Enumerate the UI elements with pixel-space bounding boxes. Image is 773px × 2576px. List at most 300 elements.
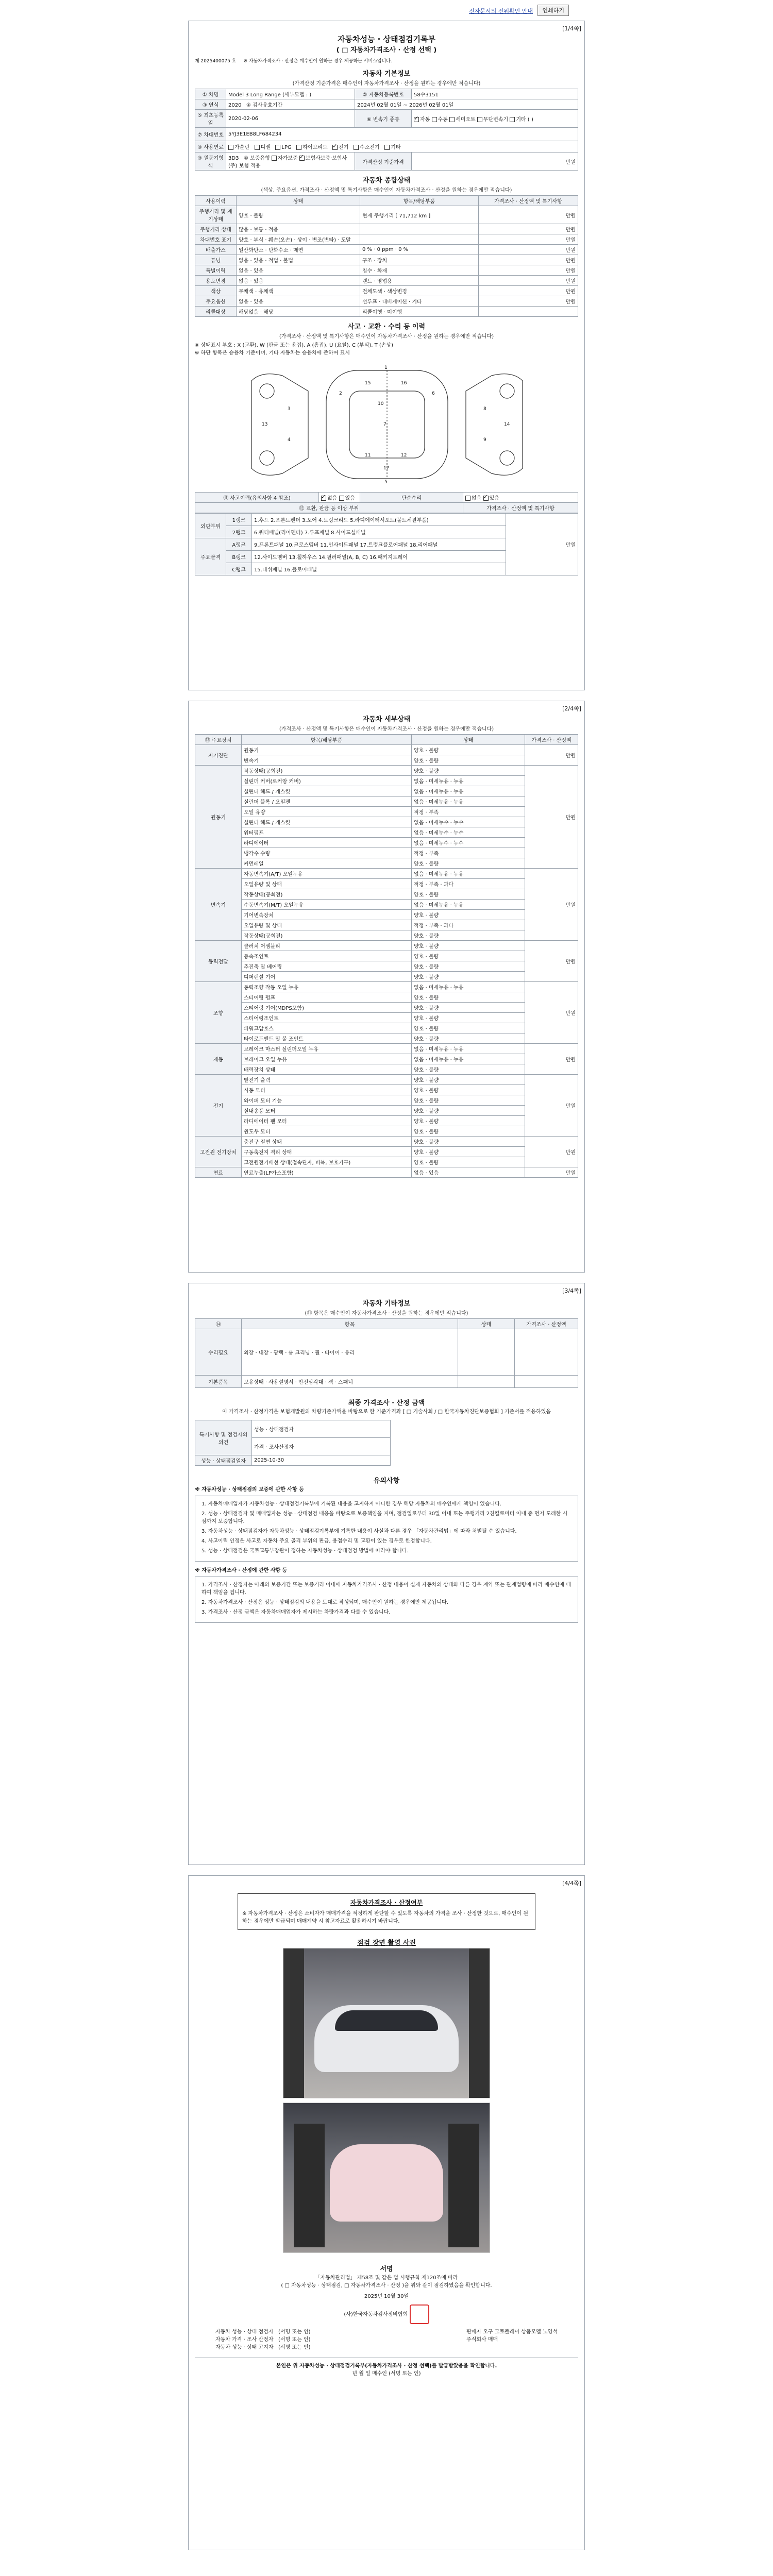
detail-item: 라디에이터 팬 모터 bbox=[242, 1116, 412, 1126]
accident-sub: (가격조사 · 산정액 및 특기사항은 매수인이 자동차가격조사 · 산정을 원하는 경우에만 적습니다) bbox=[279, 334, 494, 340]
detail-row bbox=[195, 1116, 578, 1126]
detail-state: 양호 · 불량 bbox=[412, 1075, 525, 1085]
inspection-photo-2 bbox=[283, 2103, 490, 2253]
detail-state: 양호 · 불량 bbox=[412, 951, 525, 961]
detail-row bbox=[195, 910, 578, 920]
detail-row bbox=[195, 848, 578, 858]
status-state: 없음 · 있음 bbox=[237, 296, 360, 307]
trans-opt-etc: 기타 ( ) bbox=[516, 116, 533, 123]
accident-title: 사고 · 교환 · 수리 등 이력 bbox=[347, 323, 426, 331]
status-state: 많음 · 보통 · 적음 bbox=[237, 224, 360, 234]
detail-row bbox=[195, 1033, 578, 1044]
status-unit: 만원 bbox=[479, 296, 578, 307]
detail-state: 양호 · 불량 bbox=[412, 755, 525, 766]
status-title: 자동차 종합상태 bbox=[362, 177, 411, 184]
detail-item: 브레이크 오일 누유 bbox=[242, 1054, 412, 1064]
arank: A랭크 bbox=[226, 538, 252, 551]
status-label: 주행거리 상태 bbox=[195, 224, 237, 234]
trans-checkbox-semi[interactable] bbox=[449, 117, 455, 122]
fuel-opt: 디젤 bbox=[260, 145, 271, 150]
detail-item: 구동축전지 격리 상태 bbox=[242, 1147, 412, 1157]
trans-opt-auto: 자동 bbox=[420, 116, 430, 123]
status-state: 없음 · 있음 · 적법 · 불법 bbox=[237, 255, 360, 265]
detail-price-unit: 만원 bbox=[525, 766, 578, 869]
detail-state: 양호 · 불량 bbox=[412, 1003, 525, 1013]
detail-item: 충전구 절연 상태 bbox=[242, 1137, 412, 1147]
detail-state: 없음 · 미세누유 · 누유 bbox=[412, 900, 525, 910]
exchange-price-head: 가격조사 · 산정액 및 특기사항 bbox=[463, 503, 578, 513]
car-name: Model 3 Long Range bbox=[228, 92, 281, 98]
detail-item: 오일유량 및 상태 bbox=[242, 879, 412, 889]
status-state: 양호 · 불량 bbox=[237, 206, 360, 224]
detail-state: 없음 · 미세누유 · 누유 bbox=[412, 796, 525, 807]
basic-items: 보유상태 · 사용설명서 · 안전삼각대 · 잭 · 스패너 bbox=[242, 1376, 458, 1388]
detail-row bbox=[195, 1023, 578, 1033]
detail-state: 양호 · 불량 bbox=[412, 745, 525, 755]
fuel-label: ⑧ 사용연료 bbox=[195, 141, 226, 152]
detail-state: 없음 · 미세누유 · 누유 bbox=[412, 1054, 525, 1064]
warranty-period: 2024년 02월 01일 ~ 2026년 02월 01일 bbox=[355, 99, 578, 110]
detail-item: 작동상태(공회전) bbox=[242, 930, 412, 941]
detail-row bbox=[195, 817, 578, 827]
detail-state: 없음 · 미세누유 · 누유 bbox=[412, 1044, 525, 1054]
detail-state: 적정 · 부족 · 과다 bbox=[412, 920, 525, 930]
fuel-checkbox[interactable] bbox=[296, 145, 301, 150]
rank2: 2랭크 bbox=[226, 526, 252, 538]
sign-text-1: 「자동차관리법」 제58조 및 같은 법 시행규칙 제120조에 따라 bbox=[315, 2275, 458, 2281]
part-label: 4 bbox=[288, 437, 291, 443]
inspection-photo-1 bbox=[283, 1948, 490, 2098]
print-button[interactable]: 인쇄하기 bbox=[537, 5, 569, 16]
inspector-org: (사)한국자동차검사정비협회 bbox=[344, 2312, 408, 2317]
detail-table bbox=[195, 734, 578, 1178]
self-warranty-checkbox[interactable] bbox=[272, 156, 277, 161]
status-label: 용도변경 bbox=[195, 276, 237, 286]
status-detail bbox=[360, 234, 479, 245]
detail-row bbox=[195, 1044, 578, 1054]
arank-items: 9.프론트패널 10.크로스멤버 11.인사이드패널 17.트렁크플로어패널 18.리어패널 bbox=[252, 538, 506, 551]
detail-state: 양호 · 불량 bbox=[412, 972, 525, 982]
status-detail bbox=[360, 224, 479, 234]
detail-price-unit: 만원 bbox=[525, 941, 578, 982]
status-label: 주행거리 및 계기상태 bbox=[195, 206, 237, 224]
accident-none-checkbox[interactable] bbox=[321, 496, 326, 501]
status-row bbox=[195, 206, 578, 224]
detail-state: 양호 · 불량 bbox=[412, 1157, 525, 1167]
other-head-no: ⑭ bbox=[195, 1319, 242, 1329]
accident-history-label: ⑪ 사고이력(유의사항 4 참조) bbox=[195, 493, 319, 503]
repair-yes-checkbox[interactable] bbox=[483, 496, 489, 501]
other-head-item: 항목 bbox=[242, 1319, 458, 1329]
trans-checkbox-cvt[interactable] bbox=[477, 117, 482, 122]
caution-item: 1. 자동차매매업자가 자동차성능 · 상태점검기록부에 기록된 내용을 고지하지 아니한 경우 해당 자동차의 매수인에게 책임이 있습니다. bbox=[201, 1501, 502, 1507]
price-unit: 만원 bbox=[412, 152, 578, 171]
detail-group: 동력전달 bbox=[195, 941, 242, 982]
fuel-checkbox[interactable] bbox=[275, 145, 280, 150]
rank2-items: 6.쿼터패널(리어펜더) 7.루프패널 8.사이드실패널 bbox=[252, 526, 506, 538]
detail-price-unit: 만원 bbox=[525, 745, 578, 766]
detail-state: 양호 · 불량 bbox=[412, 1137, 525, 1147]
status-detail: 전체도색 · 색상변경 bbox=[360, 286, 479, 296]
caution-list-2 bbox=[195, 1577, 578, 1623]
detail-state: 양호 · 불량 bbox=[412, 1095, 525, 1106]
fuel-opt: 하이브리드 bbox=[303, 145, 328, 150]
sign-row-sign: (서명 또는 인) bbox=[278, 2329, 311, 2335]
status-state: 무채색 · 유채색 bbox=[237, 286, 360, 296]
detail-row bbox=[195, 776, 578, 786]
detail-item: 실린더 헤드 / 개스킷 bbox=[242, 817, 412, 827]
brank: B랭크 bbox=[226, 551, 252, 563]
page-number: [1/4쪽] bbox=[562, 25, 581, 32]
detail-item: 와이퍼 모터 기능 bbox=[242, 1095, 412, 1106]
status-detail: 0 % · 0 ppm · 0 % bbox=[360, 245, 479, 255]
lift-post bbox=[294, 2124, 325, 2247]
main-frame-label: 주요골격 bbox=[195, 538, 226, 575]
doc-title: 자동차성능 · 상태점검기록부 bbox=[337, 35, 436, 44]
detail-row bbox=[195, 941, 578, 951]
doc-subtitle: ( □ 자동차가격조사 · 산정 선택 ) bbox=[336, 46, 437, 54]
status-detail: 침수 · 화재 bbox=[360, 265, 479, 276]
detail-state: 없음 · 미세누유 · 누유 bbox=[412, 982, 525, 992]
status-row bbox=[195, 265, 578, 276]
status-detail: 구조 · 장치 bbox=[360, 255, 479, 265]
detail-state: 없음 · 미세누유 · 누유 bbox=[412, 786, 525, 796]
part-label: 2 bbox=[339, 391, 342, 396]
status-unit: 만원 bbox=[479, 206, 578, 224]
fuel-checkbox[interactable] bbox=[255, 145, 260, 150]
page-1 bbox=[188, 7, 585, 690]
final-title: 최종 가격조사 · 산정 금액 bbox=[348, 1399, 425, 1407]
detail-item: 실린더 커버(로커암 커버) bbox=[242, 776, 412, 786]
detail-row bbox=[195, 1106, 578, 1116]
trans-opt-semi: 세미오토 bbox=[456, 116, 476, 123]
fuel-opt: 가솔린 bbox=[234, 145, 249, 150]
basic-items-label: 기본품목 bbox=[195, 1376, 242, 1388]
engine-value: 3D3 bbox=[228, 156, 239, 161]
part-label: 6 bbox=[432, 391, 435, 396]
detail-item: 자동변속기(A/T) 오일누유 bbox=[242, 869, 412, 879]
status-unit bbox=[479, 307, 578, 317]
part-label: 1 bbox=[384, 365, 388, 370]
status-unit: 만원 bbox=[479, 245, 578, 255]
vin-label: ⑦ 차대번호 bbox=[195, 128, 226, 141]
sign-date: 2025년 10월 30일 bbox=[364, 2294, 409, 2299]
repair-need-items: 외장 · 내장 · 광택 · 룸 크리닝 · 휠 · 타이어 · 유리 bbox=[242, 1329, 458, 1376]
trans-checkbox-manual[interactable] bbox=[432, 117, 437, 122]
status-detail: 렌트 · 영업용 bbox=[360, 276, 479, 286]
parts-table bbox=[195, 513, 578, 575]
detail-group: 원동기 bbox=[195, 766, 242, 869]
part-label: 7 bbox=[383, 422, 386, 427]
warranty-label: ④ 검사유효기간 bbox=[246, 103, 283, 108]
detail-item: 라디에이터 bbox=[242, 838, 412, 848]
detail-item: 추진축 및 베어링 bbox=[242, 961, 412, 972]
detail-price-unit: 만원 bbox=[525, 869, 578, 941]
detail-state: 없음 · 미세누유 · 누유 bbox=[412, 869, 525, 879]
status-row bbox=[195, 245, 578, 255]
notice-title: 자동차가격조사 · 산정여부 bbox=[350, 1899, 423, 1906]
status-label: 차대번호 표기 bbox=[195, 234, 237, 245]
detail-row bbox=[195, 1167, 578, 1178]
trans-opt-manual: 수동 bbox=[438, 116, 448, 123]
detail-row bbox=[195, 1095, 578, 1106]
detail-state: 양호 · 불량 bbox=[412, 766, 525, 776]
accident-none: 없음 bbox=[327, 496, 338, 501]
detail-item: 스티어링 펌프 bbox=[242, 992, 412, 1003]
status-detail: 선루프 · 내비게이션 · 기타 bbox=[360, 296, 479, 307]
accident-yes-checkbox[interactable] bbox=[339, 496, 344, 501]
status-label: 리콜대상 bbox=[195, 307, 237, 317]
status-unit: 만원 bbox=[479, 224, 578, 234]
status-head-state: 상태 bbox=[237, 196, 360, 206]
caution-item: 2. 자동차가격조사 · 산정은 성능 · 상태점검의 내용을 토대로 작성되며, 매수인이 원하는 경우에만 제공됩니다. bbox=[201, 1600, 448, 1605]
detail-row bbox=[195, 1147, 578, 1157]
detail-sub: (가격조사 · 산정액 및 특기사항은 매수인이 자동차가격조사 · 산정을 원하는 경우에만 적습니다) bbox=[279, 726, 494, 732]
final-table bbox=[195, 1420, 391, 1466]
status-label: 튜닝 bbox=[195, 255, 237, 265]
sign-row-label: 자동차 가격 · 조사 산정자 bbox=[215, 2337, 274, 2343]
detail-item: 고전원전기배선 상태(접속단자, 피복, 보호기구) bbox=[242, 1157, 412, 1167]
status-row bbox=[195, 255, 578, 265]
status-row bbox=[195, 296, 578, 307]
status-unit: 만원 bbox=[479, 255, 578, 265]
caution-item: 4. 사고이력 인정은 사고로 자동차 주요 골격 부위의 판금, 용접수리 및 교환이 있는 경우로 한정합니다. bbox=[201, 1538, 432, 1544]
fuel-checkbox[interactable] bbox=[354, 145, 359, 150]
detail-item: 스티어링조인트 bbox=[242, 1013, 412, 1023]
self-warranty-opt: 자가보증 bbox=[277, 156, 298, 161]
repair-none-checkbox[interactable] bbox=[465, 496, 470, 501]
status-label: 배출가스 bbox=[195, 245, 237, 255]
final-date: 2025-10-30 bbox=[252, 1455, 391, 1466]
detail-row bbox=[195, 1085, 578, 1095]
year-value: 2020 bbox=[228, 103, 242, 108]
detail-state: 양호 · 불량 bbox=[412, 930, 525, 941]
detail-head-state: 상태 bbox=[412, 735, 525, 745]
first-reg: 2020-02-06 bbox=[226, 110, 355, 128]
detail-state: 없음 · 미세누수 · 누수 bbox=[412, 817, 525, 827]
detail-row bbox=[195, 745, 578, 755]
repair-need-label: 수리필요 bbox=[195, 1329, 242, 1376]
detail-row bbox=[195, 982, 578, 992]
accident-note-2: ※ 하단 항목은 승용차 기준이며, 기타 자동차는 승용차에 준하여 표시 bbox=[195, 350, 350, 356]
detail-item: 작동상태(공회전) bbox=[242, 766, 412, 776]
detail-state: 양호 · 불량 bbox=[412, 941, 525, 951]
sign-title: 서명 bbox=[380, 2265, 393, 2273]
detail-row bbox=[195, 1003, 578, 1013]
accident-note-1: ※ 상태표시 부호 : X (교환), W (판금 또는 용접), A (흠집), U (요철), C (부식), T (손상) bbox=[195, 343, 394, 348]
part-label: 9 bbox=[483, 437, 486, 443]
detail-row bbox=[195, 1137, 578, 1147]
caution-item: 3. 가격조사 · 산정 금액은 자동차매매업자가 제시하는 차량가격과 다를 수 있습니다. bbox=[201, 1609, 391, 1615]
crank: C랭크 bbox=[226, 563, 252, 575]
photo-title: 점검 장면 촬영 사진 bbox=[357, 1939, 416, 1947]
detail-price-unit: 만원 bbox=[525, 1137, 578, 1167]
detail-row bbox=[195, 972, 578, 982]
status-label: 특별이력 bbox=[195, 265, 237, 276]
part-label: 12 bbox=[401, 453, 407, 458]
page-number: [3/4쪽] bbox=[562, 1287, 581, 1294]
detail-row bbox=[195, 961, 578, 972]
detail-item: 스티어링 기어(MDPS포함) bbox=[242, 1003, 412, 1013]
crank-items: 15.대쉬패널 16.플로어패널 bbox=[252, 563, 506, 575]
detail-state: 양호 · 불량 bbox=[412, 1126, 525, 1137]
sign-left bbox=[215, 2328, 311, 2351]
detail-state: 적정 · 부족 · 과다 bbox=[412, 879, 525, 889]
trans-opt-cvt: 무단변속기 bbox=[483, 116, 509, 123]
detail-state: 양호 · 불량 bbox=[412, 1023, 525, 1033]
detail-group: 변속기 bbox=[195, 869, 242, 941]
detail-row bbox=[195, 951, 578, 961]
part-label: 15 bbox=[365, 381, 371, 386]
first-reg-label: ⑤ 최초등록일 bbox=[195, 110, 226, 128]
part-label: 8 bbox=[483, 406, 486, 412]
status-state: 양호 · 부식 · 훼손(오손) · 상이 · 변조(변타) · 도말 bbox=[237, 234, 360, 245]
fuel-opt: 기타 bbox=[391, 145, 401, 150]
parts-price-unit: 만원 bbox=[506, 514, 578, 575]
price-label: 가격산정 기준가격 bbox=[355, 152, 412, 171]
other-table bbox=[195, 1318, 578, 1388]
final-date-label: 성능 · 상태점검일자 bbox=[195, 1455, 252, 1466]
detail-price-unit: 만원 bbox=[525, 1075, 578, 1137]
trans-checkbox-etc[interactable] bbox=[510, 117, 515, 122]
detail-state: 없음 · 있음 bbox=[412, 1167, 525, 1178]
part-label: 17 bbox=[383, 466, 390, 471]
other-sub: (⑪ 항목은 매수인이 자동차가격조사 · 산정을 원하는 경우에만 적습니다) bbox=[305, 1311, 468, 1316]
caution-list bbox=[195, 1496, 578, 1562]
detail-item: 작동상태(공회전) bbox=[242, 889, 412, 900]
detail-item: 냉각수 수량 bbox=[242, 848, 412, 858]
lift-post bbox=[469, 1948, 490, 2098]
insurance-warranty-checkbox[interactable] bbox=[299, 156, 305, 161]
caution-item: 3. 자동차성능 · 상태점검자가 자동차성능 · 상태점검기록부에 기록한 내용이 사실과 다른 경우 「자동차관리법」에 따라 처벌될 수 있습니다. bbox=[201, 1529, 517, 1534]
outer-label: 외판부위 bbox=[195, 514, 226, 538]
notice-text: ※ 자동차가격조사 · 산정은 소비자가 매매가격을 적정하게 판단할 수 있도록 자동차의 가격을 조사 · 산정한 것으로, 매수인이 원하는 경우에만 발급되며 매매계약 시 참고자료로 활용하시기 바랍니다. bbox=[242, 1911, 528, 1924]
detail-state: 양호 · 불량 bbox=[412, 910, 525, 920]
detail-state: 양호 · 불량 bbox=[412, 961, 525, 972]
detail-row bbox=[195, 858, 578, 869]
part-label: 11 bbox=[365, 453, 371, 458]
car-diagram bbox=[195, 360, 578, 489]
basic-info-table bbox=[195, 89, 578, 171]
status-state: 없음 · 있음 bbox=[237, 265, 360, 276]
status-label: 주요옵션 bbox=[195, 296, 237, 307]
final-note: 이 가격조사 · 산정가격은 보험개발원의 차량기준가액을 바탕으로 한 기준가격과 [ □ 기술사회 / □ 한국자동차진단보증협회 ] 기준서를 적용하였음 bbox=[222, 1409, 551, 1415]
detail-item: 수동변속기(M/T) 오일누유 bbox=[242, 900, 412, 910]
detail-state: 양호 · 불량 bbox=[412, 1106, 525, 1116]
sign-right bbox=[466, 2328, 558, 2351]
footer-sign-line: 년 월 일 매수인 (서명 또는 인) bbox=[352, 2371, 421, 2377]
seller-info: 판매자 오구 모토플레이 상품모델 노영석 bbox=[466, 2329, 558, 2335]
detail-group: 전기 bbox=[195, 1075, 242, 1137]
caution-item: 5. 성능 · 상태점검은 국토교통부장관이 정하는 자동차성능 · 상태점검 방법에 따라야 합니다. bbox=[201, 1548, 409, 1554]
page-2 bbox=[188, 701, 585, 1273]
caution-item: 1. 가격조사 · 산정자는 아래의 보증기간 또는 보증거리 이내에 자동차가격조사 · 산정 내용이 실제 자동차의 상태와 다른 경우 계약 또는 관계법령에 따라 매수인에 대하여 책임을 집니다. bbox=[201, 1582, 571, 1596]
engine-label: ⑨ 원동기형식 bbox=[195, 152, 226, 171]
basic-info-sub: (가격산정 기준가격은 매수인이 자동차가격조사 · 산정을 원하는 경우에만 적습니다) bbox=[292, 81, 481, 87]
page-number: [4/4쪽] bbox=[562, 1880, 581, 1887]
detail-item: 발전기 출력 bbox=[242, 1075, 412, 1085]
sign-row-label: 자동차 성능 · 상태 점검자 bbox=[215, 2329, 274, 2335]
status-unit: 만원 bbox=[479, 234, 578, 245]
year-label: ③ 연식 bbox=[195, 99, 226, 110]
detail-group: 조향 bbox=[195, 982, 242, 1044]
detail-row bbox=[195, 1054, 578, 1064]
status-head-price: 가격조사 · 산정액 및 특기사항 bbox=[479, 196, 578, 206]
detail-item: 실린더 블록 / 오일팬 bbox=[242, 796, 412, 807]
diagram-labels bbox=[195, 360, 578, 489]
reg-no-label: ② 자동차등록번호 bbox=[355, 89, 412, 99]
caution-title: 유의사항 bbox=[373, 1477, 400, 1485]
trans-checkbox-auto[interactable] bbox=[414, 117, 419, 122]
detail-row bbox=[195, 1157, 578, 1167]
insurance-warranty-opt: 보험사보증·보험사(주) 보험 적용 bbox=[228, 156, 347, 169]
detail-row bbox=[195, 869, 578, 879]
status-row bbox=[195, 286, 578, 296]
part-label: 13 bbox=[262, 422, 268, 427]
footer-confirm: 본인은 위 자동차성능 · 상태점검기록부(자동차가격조사 · 산정 선택)를 발급받았음을 확인합니다. bbox=[276, 2363, 497, 2369]
repair-yes: 있음 bbox=[489, 496, 499, 501]
price-inspector-label: 가격 · 조사산정자 bbox=[252, 1438, 391, 1455]
part-label: 16 bbox=[401, 381, 407, 386]
detail-item: 기어변속장치 bbox=[242, 910, 412, 920]
sign-text-2: ( □ 자동차성능 · 상태점검, □ 자동차가격조사 · 산정 )을 위와 같이 점검하였음을 확인합니다. bbox=[281, 2283, 492, 2289]
status-state: 해당없음 · 해당 bbox=[237, 307, 360, 317]
detail-state: 적정 · 부족 bbox=[412, 848, 525, 858]
detail-state: 양호 · 불량 bbox=[412, 1033, 525, 1044]
status-head-usage: 사용이력 bbox=[195, 196, 237, 206]
doc-note: ※ 자동차가격조사 · 산정은 매수인이 원하는 경우 제공하는 서비스입니다. bbox=[243, 59, 392, 64]
detail-head-item: 항목/해당부품 bbox=[242, 735, 412, 745]
page-number: [2/4쪽] bbox=[562, 705, 581, 712]
status-state: 없음 · 있음 bbox=[237, 276, 360, 286]
detail-item: 시동 모터 bbox=[242, 1085, 412, 1095]
detail-row bbox=[195, 786, 578, 796]
status-detail: 현재 주행거리 [ 71,712 km ] bbox=[360, 206, 479, 224]
detail-row bbox=[195, 838, 578, 848]
detail-state: 양호 · 불량 bbox=[412, 1013, 525, 1023]
part-label: 14 bbox=[504, 422, 510, 427]
detail-item: 파워고압호스 bbox=[242, 1023, 412, 1033]
caution-item: 2. 성능 · 상태점검자 및 매매업자는 성능 · 상태점검 내용을 바탕으로 보증책임을 지며, 점검일로부터 30일 이내 또는 주행거리 2천킬로미터 이내 중 먼저 도래한 시점까지 보증합니다. bbox=[201, 1511, 568, 1524]
detail-row bbox=[195, 1064, 578, 1075]
fuel-checkbox-electric[interactable] bbox=[332, 145, 338, 150]
authenticity-link[interactable]: 전자문서의 진위확인 안내 bbox=[469, 8, 533, 14]
exchange-label: ⑫ 교환, 판금 등 이상 부위 bbox=[195, 503, 463, 513]
fuel-checkbox[interactable] bbox=[384, 145, 390, 150]
status-sub: (색상, 주요옵션, 가격조사 · 산정액 및 특기사항은 매수인이 자동차가격조사 · 산정을 원하는 경우에만 적습니다) bbox=[261, 188, 512, 193]
detail-state: 양호 · 불량 bbox=[412, 1064, 525, 1075]
detail-item: 실내송풍 모터 bbox=[242, 1106, 412, 1116]
detail-group: 고전원 전기장치 bbox=[195, 1137, 242, 1167]
repair-none: 없음 bbox=[472, 496, 482, 501]
detail-row bbox=[195, 827, 578, 838]
status-unit: 만원 bbox=[479, 286, 578, 296]
rank1-items: 1.후드 2.프론트펜더 3.도어 4.트렁크리드 5.라디에이터서포트(볼트체결부품) bbox=[252, 514, 506, 526]
part-label: 10 bbox=[378, 401, 384, 406]
detail-item: 연료누출(LP가스포함) bbox=[242, 1167, 412, 1178]
detail-title: 자동차 세부상태 bbox=[362, 716, 411, 723]
detail-price-unit: 만원 bbox=[525, 982, 578, 1044]
fuel-checkbox[interactable] bbox=[228, 145, 233, 150]
vin-value: 5YJ3E1EB8LF684234 bbox=[226, 128, 578, 141]
detail-row bbox=[195, 1126, 578, 1137]
detail-item: 동력조향 작동 오일 누유 bbox=[242, 982, 412, 992]
windshield bbox=[335, 2010, 438, 2031]
detail-group: 자기진단 bbox=[195, 745, 242, 766]
accident-table bbox=[195, 492, 578, 513]
other-head-price: 가격조사 · 산정액 bbox=[515, 1319, 578, 1329]
detail-row bbox=[195, 1013, 578, 1023]
